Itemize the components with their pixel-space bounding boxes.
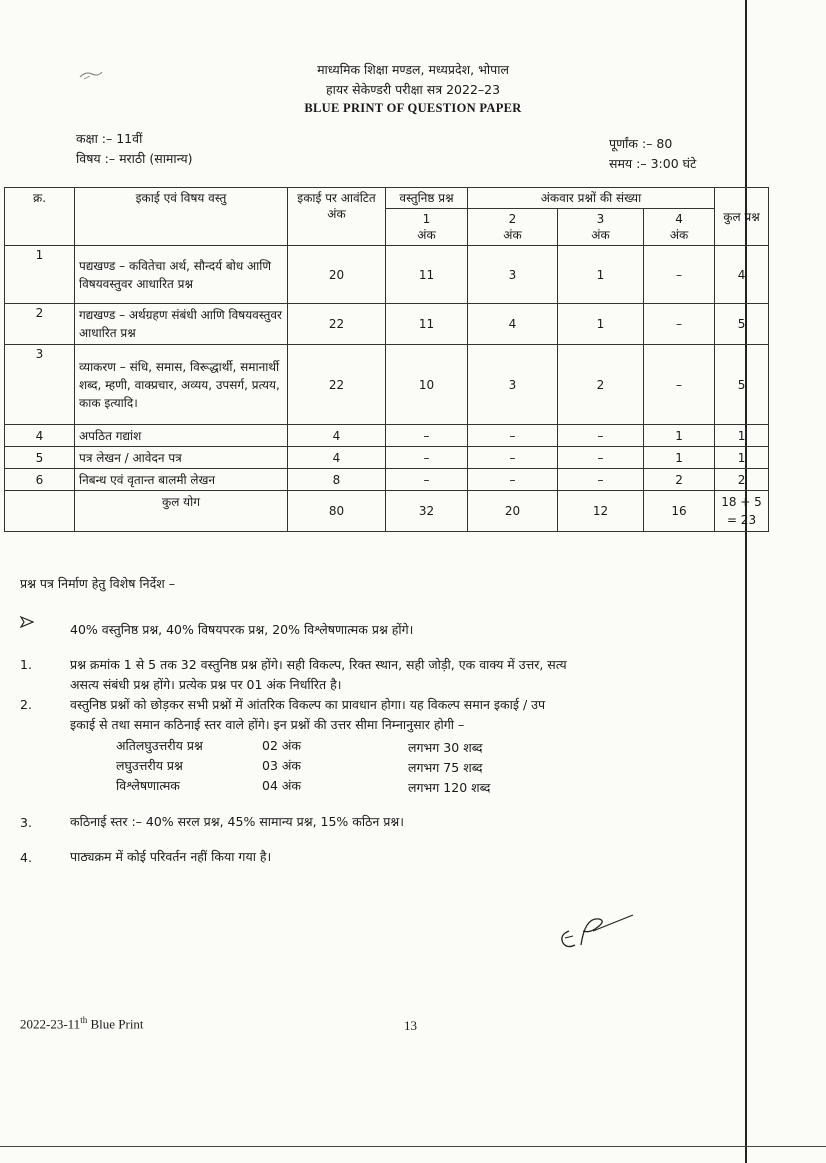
instruction-2-line-1: वस्तुनिष्ठ प्रश्नों को छोड़कर सभी प्रश्नों में आंतरिक विकल्प का प्रावधान होगा। यह विकल्प समान इकाई / उप bbox=[70, 697, 546, 712]
arrow-bullet-icon bbox=[20, 616, 34, 628]
row-sno: 6 bbox=[5, 469, 75, 491]
total-m3: 12 bbox=[558, 491, 644, 532]
row-unit: निबन्ध एवं वृतान्त बालमी लेखन bbox=[75, 469, 288, 491]
syllabus-note: पाठ्यक्रम में कोई परिवर्तन नहीं किया गया है। bbox=[70, 849, 272, 864]
row-sno: 3 bbox=[5, 345, 75, 425]
row-total: 5 bbox=[715, 304, 769, 345]
table-total-row bbox=[5, 491, 769, 532]
row-m4: 1 bbox=[644, 447, 715, 469]
table-row bbox=[5, 246, 769, 304]
total-label: कुल योग bbox=[75, 491, 288, 532]
ratio-note: 40% वस्तुनिष्ठ प्रश्न, 40% विषयपरक प्रश्न, 20% विश्लेषणात्मक प्रश्न होंगे। bbox=[70, 622, 414, 637]
subheader-3-mark: 3 अंक bbox=[558, 209, 644, 246]
header-unit: इकाई एवं विषय वस्तु bbox=[75, 188, 288, 246]
page-number: 13 bbox=[404, 1018, 417, 1033]
row-total: 2 bbox=[715, 469, 769, 491]
row-obj: – bbox=[386, 425, 468, 447]
row-sno: 5 bbox=[5, 447, 75, 469]
row-unit: पत्र लेखन / आवेदन पत्र bbox=[75, 447, 288, 469]
total-questions: 18 + 5 = 23 bbox=[715, 491, 769, 532]
blueprint-table bbox=[4, 187, 769, 532]
row-unit: व्याकरण – संधि, समास, विरूद्धार्थी, समानार्थी शब्द, म्हणी, वाक्प्रचार, अव्यय, उपसर्ग, प्रत्यय, काक इत्यादि। bbox=[75, 345, 288, 425]
row-m4: 1 bbox=[644, 425, 715, 447]
header-allocated-marks: इकाई पर आवंटित अंक bbox=[288, 188, 386, 246]
limit-type: अतिलघुउत्तरीय प्रश्न bbox=[116, 738, 203, 753]
row-unit: अपठित गद्यांश bbox=[75, 425, 288, 447]
limit-type: विश्लेषणात्मक bbox=[116, 778, 180, 793]
subject-label: विषय :– मराठी (सामान्य) bbox=[76, 151, 193, 166]
row-alloc: 4 bbox=[288, 425, 386, 447]
class-label: कक्षा :– 11वीं bbox=[76, 131, 143, 146]
item-number: 2. bbox=[20, 697, 32, 712]
row-total: 1 bbox=[715, 447, 769, 469]
subheader-1-mark: 1 अंक bbox=[386, 209, 468, 246]
signature bbox=[555, 905, 645, 960]
row-sno: 1 bbox=[5, 246, 75, 304]
row-obj: 11 bbox=[386, 246, 468, 304]
limit-words: लगभग 30 शब्द bbox=[408, 740, 483, 755]
row-alloc: 8 bbox=[288, 469, 386, 491]
row-m2: – bbox=[468, 425, 558, 447]
row-m3: – bbox=[558, 469, 644, 491]
row-m4: – bbox=[644, 304, 715, 345]
total-sno-empty bbox=[5, 491, 75, 532]
table-row bbox=[5, 304, 769, 345]
table-row bbox=[5, 469, 769, 491]
subheader-2-mark: 2 अंक bbox=[468, 209, 558, 246]
header-total-questions: कुल प्रश्न bbox=[715, 188, 769, 246]
item-number: 3. bbox=[20, 815, 32, 830]
row-m2: 3 bbox=[468, 345, 558, 425]
limit-type: लघुउत्तरीय प्रश्न bbox=[116, 758, 183, 773]
row-m4: 2 bbox=[644, 469, 715, 491]
row-m3: 1 bbox=[558, 304, 644, 345]
item-number: 1. bbox=[20, 657, 32, 672]
limit-words: लगभग 75 शब्द bbox=[408, 760, 483, 775]
scan-edge-line bbox=[745, 0, 747, 1163]
limit-marks: 02 अंक bbox=[262, 738, 302, 753]
instruction-2-line-2: इकाई से तथा समान कठिनाई स्तर वाले होंगे। इन प्रश्नों की उत्तर सीमा निम्नानुसार होगी – bbox=[70, 717, 465, 732]
row-total: 1 bbox=[715, 425, 769, 447]
row-obj: 10 bbox=[386, 345, 468, 425]
row-alloc: 22 bbox=[288, 304, 386, 345]
row-m4: – bbox=[644, 246, 715, 304]
row-unit: पद्यखण्ड – कवितेचा अर्थ, सौन्दर्य बोध आणि विषयवस्तुवर आधारित प्रश्न bbox=[75, 246, 288, 304]
row-m2: – bbox=[468, 469, 558, 491]
item-number: 4. bbox=[20, 850, 32, 865]
row-m2: 4 bbox=[468, 304, 558, 345]
row-obj: – bbox=[386, 447, 468, 469]
row-alloc: 22 bbox=[288, 345, 386, 425]
row-alloc: 4 bbox=[288, 447, 386, 469]
row-m3: 2 bbox=[558, 345, 644, 425]
table-row bbox=[5, 345, 769, 425]
row-m3: 1 bbox=[558, 246, 644, 304]
row-m2: 3 bbox=[468, 246, 558, 304]
header-objective: वस्तुनिष्ठ प्रश्न bbox=[386, 188, 468, 209]
footer-doc-code: 2022-23-11th Blue Print bbox=[20, 1015, 144, 1032]
table-row bbox=[5, 447, 769, 469]
row-total: 5 bbox=[715, 345, 769, 425]
instruction-1-line-1: प्रश्न क्रमांक 1 से 5 तक 32 वस्तुनिष्ठ प्रश्न होंगे। सही विकल्प, रिक्त स्थान, सही जोड़ी, एक वाक्य में उत्तर, सत्य bbox=[70, 657, 567, 672]
document-title: BLUE PRINT OF QUESTION PAPER bbox=[304, 101, 522, 115]
limit-marks: 03 अंक bbox=[262, 758, 302, 773]
row-alloc: 20 bbox=[288, 246, 386, 304]
limit-words: लगभग 120 शब्द bbox=[408, 780, 491, 795]
row-total: 4 bbox=[715, 246, 769, 304]
bottom-border-line bbox=[0, 1146, 826, 1147]
board-name: माध्यमिक शिक्षा मण्डल, मध्यप्रदेश, भोपाल bbox=[317, 62, 509, 77]
total-m4: 16 bbox=[644, 491, 715, 532]
total-m2: 20 bbox=[468, 491, 558, 532]
header-markwise: अंकवार प्रश्नों की संख्या bbox=[468, 188, 715, 209]
table-header-row bbox=[5, 188, 769, 209]
table-row bbox=[5, 425, 769, 447]
total-alloc: 80 bbox=[288, 491, 386, 532]
exam-session: हायर सेकेण्डरी परीक्षा सत्र 2022–23 bbox=[325, 82, 501, 97]
row-m3: – bbox=[558, 447, 644, 469]
instruction-1-line-2: असत्य संबंधी प्रश्न होंगे। प्रत्येक प्रश्न पर 01 अंक निर्धारित है। bbox=[70, 677, 342, 692]
row-obj: – bbox=[386, 469, 468, 491]
header-sno: क्र. bbox=[5, 188, 75, 246]
limit-marks: 04 अंक bbox=[262, 778, 302, 793]
directions-heading: प्रश्न पत्र निर्माण हेतु विशेष निर्देश – bbox=[20, 576, 175, 591]
row-sno: 2 bbox=[5, 304, 75, 345]
time-allowed: समय :– 3:00 घंटे bbox=[609, 156, 697, 171]
max-marks: पूर्णांक :– 80 bbox=[609, 136, 673, 151]
row-m4: – bbox=[644, 345, 715, 425]
difficulty-level: कठिनाई स्तर :– 40% सरल प्रश्न, 45% सामान्य प्रश्न, 15% कठिन प्रश्न। bbox=[70, 814, 404, 829]
row-m3: – bbox=[558, 425, 644, 447]
total-obj: 32 bbox=[386, 491, 468, 532]
row-obj: 11 bbox=[386, 304, 468, 345]
row-m2: – bbox=[468, 447, 558, 469]
row-sno: 4 bbox=[5, 425, 75, 447]
subheader-4-mark: 4 अंक bbox=[644, 209, 715, 246]
row-unit: गद्यखण्ड – अर्थग्रहण संबंधी आणि विषयवस्तुवर आधारित प्रश्न bbox=[75, 304, 288, 345]
